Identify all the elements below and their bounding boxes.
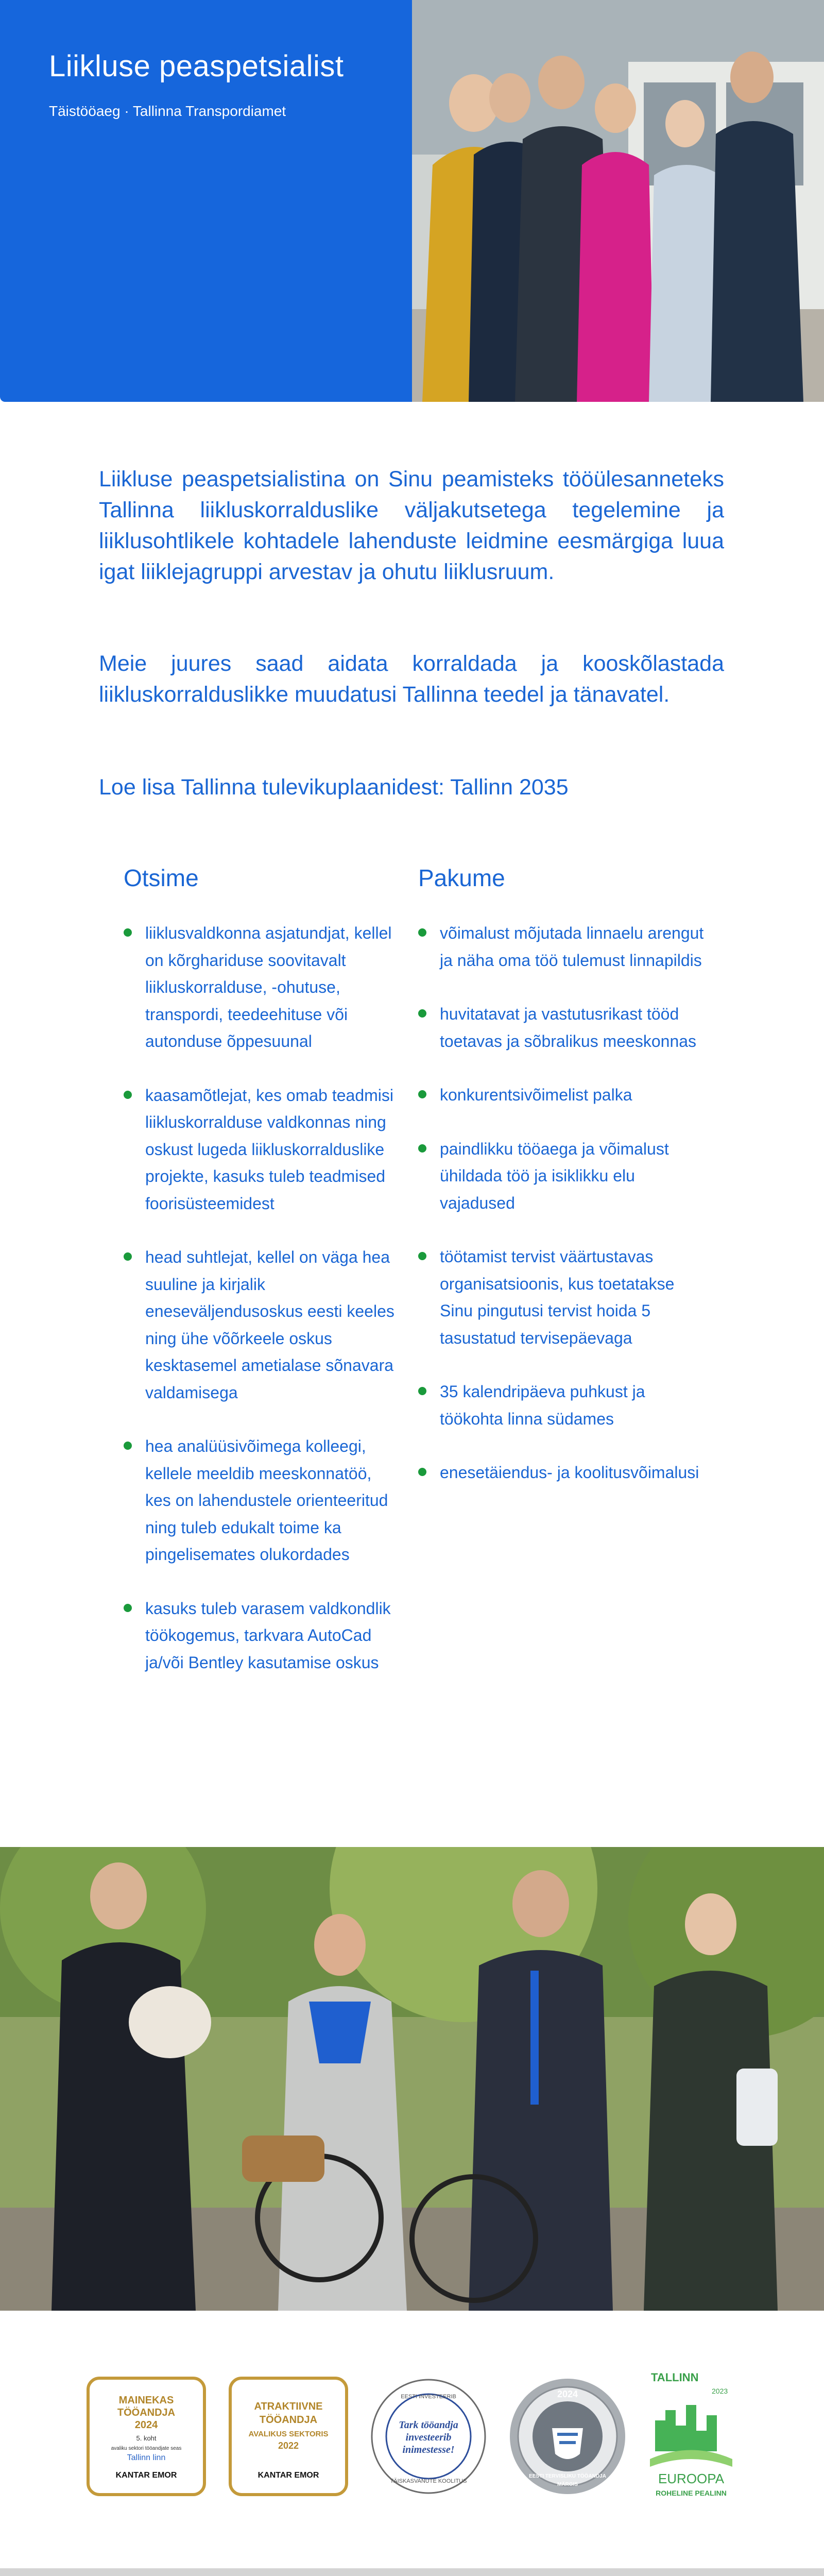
people-with-bicycles-illustration <box>0 1847 824 2311</box>
offer-title: Pakume <box>418 865 505 891</box>
badge-text: avaliku sektori tööandjate seas <box>111 2446 182 2451</box>
job-subtitle: Täistööaeg · Tallinna Transpordiamet <box>49 103 286 119</box>
badge-text: EUROOPA <box>658 2471 725 2486</box>
badge-text: 2022 <box>278 2441 299 2451</box>
hero-photo <box>412 0 824 402</box>
badge-text: TÖÖANDJA <box>117 2407 176 2418</box>
testimonial-section <box>0 2568 824 2576</box>
badge-text: inimestesse! <box>402 2444 455 2455</box>
badge-text: TÄISKASVANUTE KOOLITUS <box>390 2478 467 2484</box>
badge-text: ATRAKTIIVNE <box>254 2401 323 2412</box>
tallinn-2035-link[interactable]: Loe lisa Tallinna tulevikuplaanidest: Tallinn 2035 <box>99 775 569 800</box>
badge-text: 5. koht <box>136 2434 157 2442</box>
badge-text: TALLINN <box>651 2371 699 2384</box>
attractive-employer-badge <box>229 2377 348 2496</box>
badge-text: investeerib <box>405 2432 452 2443</box>
expect-list <box>124 920 402 1703</box>
expect-title: Otsime <box>124 865 199 891</box>
team-walking-photo <box>0 1847 824 2311</box>
badge-text: MAINEKAS <box>118 2395 174 2406</box>
badge-text: 2023 <box>712 2387 728 2395</box>
team-photo-illustration <box>412 0 824 402</box>
badge-text: 2024 <box>557 2389 578 2399</box>
list-item: liiklusvaldkonna asjatundjat, kellel on kõrghariduse soovitavalt liikluskorralduse, -ohutuse, transpordi, teedeehituse või autonduse õppesuunal <box>124 920 402 1055</box>
badge-text: Tallinn linn <box>127 2453 166 2462</box>
intro-paragraph-1: Liikluse peaspetsialistina on Sinu peamisteks tööülesanneteks Tallinna liikluskorralduslike väljakutsetega tegelemine ja liiklusohtlikele kohtadele lahenduste leidmine eesmärgiga luua igat liiklejagruppi arvestav ja ohutu liiklusruum. <box>99 467 724 584</box>
list-item: huvitatavat ja vastutusrikast tööd toetavas ja sõbralikus meeskonnas <box>418 1001 707 1055</box>
reputable-employer-badge <box>87 2377 206 2496</box>
list-item: kasuks tuleb varasem valdkondlik töökogemus, tarkvara AutoCad ja/või Bentley kasutamise oskus <box>124 1595 402 1676</box>
list-item: paindlikku tööaega ja võimalust ühildada töö ja isiklikku elu vajadused <box>418 1136 707 1217</box>
offer-list <box>418 920 707 1513</box>
list-item: 35 kalendripäeva puhkust ja töökohta linna südames <box>418 1378 707 1432</box>
kantar-emor-logo: KANTAR EMOR <box>115 2471 177 2480</box>
hero-banner <box>0 0 412 402</box>
list-item: kaasamõtlejat, kes omab teadmisi liikluskorralduse valdkonnas ning oskust lugeda liikluskorralduslike projekte, kasuks tuleb teadmised foorisüsteemidest <box>124 1082 402 1217</box>
list-item: töötamist tervist väärtustavas organisatsioonis, kus toetatakse Sinu pingutusi tervist hoida 5 tasustatud tervisepäevaga <box>418 1243 707 1351</box>
badge-text: ROHELINE PEALINN <box>656 2489 727 2497</box>
page-title: Liikluse peaspetsialist <box>49 49 344 83</box>
intro-paragraph-2: Meie juures saad aidata korraldada ja kooskõlastada liikluskorralduslikke muudatusi Tallinna teedel ja tänavatel. <box>99 651 724 707</box>
badge-text: 2024 <box>134 2419 158 2431</box>
badge-text: EESTI TERVISLIKU TÖÖANDJA <box>529 2473 606 2479</box>
kantar-emor-logo: KANTAR EMOR <box>258 2471 319 2480</box>
list-item: võimalust mõjutada linnaelu arengut ja näha oma töö tulemust linnapildis <box>418 920 707 974</box>
list-item: konkurentsivõimelist palka <box>418 1081 707 1109</box>
list-item: hea analüüsivõimega kolleegi, kellele meeldib meeskonnatöö, kes on lahendustele orienteeritud ning tuleb edukalt toime ka pingelisemates olukordades <box>124 1433 402 1568</box>
badge-text: EESTI INVESTEERIB <box>401 2394 456 2400</box>
list-item: enesetäiendus- ja koolitusvõimalusi <box>418 1459 707 1486</box>
healthy-employer-badge <box>508 2377 627 2496</box>
badge-text: TÖÖANDJA <box>259 2414 318 2426</box>
badge-text: Tark tööandja <box>399 2419 458 2431</box>
badge-text: AVALIKUS SEKTORIS <box>248 2430 329 2438</box>
badge-text: MÄRGIS <box>557 2482 578 2487</box>
list-item: head suhtlejat, kellel on väga hea suuline ja kirjalik eneseväljendusoskus eesti keeles ning ühe võõrkeele oskus kesktasemel ametialase sõnavara valdamisega <box>124 1244 402 1406</box>
smart-employer-badge <box>369 2377 488 2496</box>
green-capital-badge <box>645 2369 737 2504</box>
